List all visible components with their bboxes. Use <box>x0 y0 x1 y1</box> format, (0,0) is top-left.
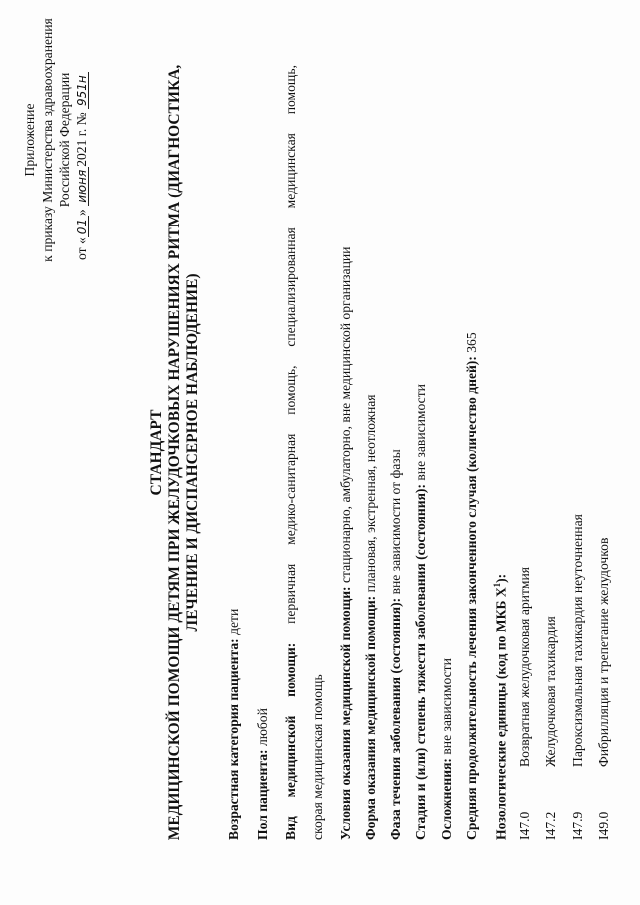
appendix-line1: к приказу Министерства здравоохранения <box>40 18 55 262</box>
sex-value: любой <box>255 708 270 747</box>
noso-end: ): <box>493 573 509 583</box>
stage-value: вне зависимости <box>413 384 428 481</box>
standard-heading: СТАНДАРТ <box>148 409 165 496</box>
noso-name: Желудочковая тахикардия <box>543 616 558 767</box>
noso-name: Фибрилляция и трепетание желудочков <box>596 537 611 767</box>
compl-value: вне зависимости <box>439 658 454 755</box>
phase-label: Фаза течения заболевания (состояния): <box>388 597 403 840</box>
sex-label: Пол пациента: <box>255 749 270 840</box>
type-value: первичная медико-санитарная помощь, специализированная медицинская помощь, <box>283 65 298 624</box>
order-number: 951н <box>76 72 89 109</box>
noso-label: Нозологические единицы (код по МКБ X <box>493 587 509 840</box>
noso-footnote: 1 <box>492 582 502 588</box>
noso-name: Возвратная желудочковая аритмия <box>517 566 532 767</box>
field-complications <box>439 658 455 840</box>
type-value-line2: скорая медицинская помощь <box>310 674 325 840</box>
noso-code: I47.2 <box>543 811 558 840</box>
cond-value: стационарно, амбулаторно, вне медицинской организации <box>338 246 353 584</box>
noso-code: I47.9 <box>570 811 585 840</box>
date-month: июня <box>76 167 89 206</box>
field-type <box>283 65 299 840</box>
title-line1: МЕДИЦИНСКОЙ ПОМОЩИ ДЕТЯМ ПРИ ЖЕЛУДОЧКОВЫХ НАРУШЕНИЯХ РИТМА (ДИАГНОСТИКА, <box>166 64 183 841</box>
stage-label: Стадия и (или) степень тяжести заболевания (состояния): <box>413 484 428 840</box>
appendix-title: Приложение <box>22 103 37 177</box>
appendix-line2: Российской Федерации <box>57 72 72 208</box>
type-label: Вид медицинской помощи: <box>283 642 298 840</box>
field-sex <box>255 708 271 840</box>
form-value: плановая, экстренная, неотложная <box>363 394 378 593</box>
appendix-date-line <box>74 72 90 260</box>
phase-value: вне зависимости от фазы <box>388 449 403 595</box>
compl-label: Осложнения: <box>439 758 454 840</box>
dur-label: Средняя продолжительность лечения законченного случая (количество дней): <box>464 356 479 840</box>
field-phase <box>388 449 404 840</box>
date-mid: » <box>74 209 89 216</box>
form-label: Форма оказания медицинской помощи: <box>363 595 378 840</box>
noso-code: I49.0 <box>596 811 611 840</box>
date-year: 2021 г. № <box>74 112 89 167</box>
noso-name: Пароксизмальная тахикардия неуточненная <box>570 514 585 767</box>
field-conditions <box>338 247 354 840</box>
cond-label: Условия оказания медицинской помощи: <box>338 586 353 840</box>
date-prefix: от « <box>74 237 89 260</box>
field-nosology <box>489 574 510 840</box>
field-age <box>226 609 242 840</box>
field-stage <box>413 384 429 840</box>
dur-value: 365 <box>464 332 479 353</box>
field-duration <box>464 332 480 840</box>
field-form <box>363 394 379 840</box>
age-label: Возрастная категория пациента: <box>226 638 241 840</box>
noso-code: I47.0 <box>517 811 532 840</box>
title-line2: ЛЕЧЕНИЕ И ДИСПАНСЕРНОЕ НАБЛЮДЕНИЕ) <box>184 273 201 632</box>
date-day: 01 <box>76 216 89 237</box>
age-value: дети <box>226 608 241 635</box>
